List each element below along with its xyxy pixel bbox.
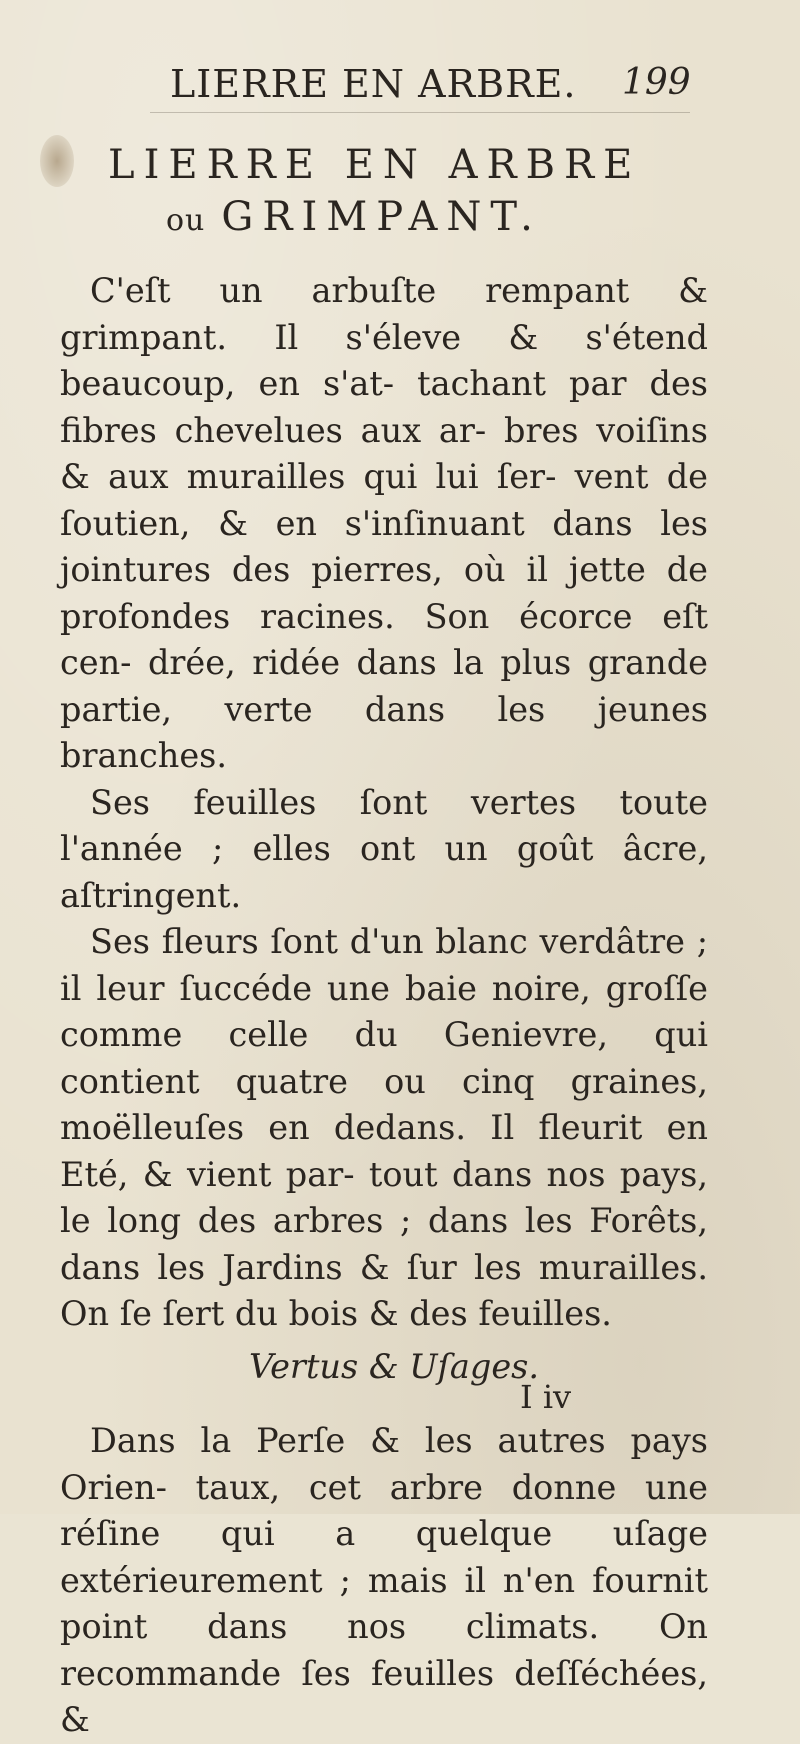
paragraph-flowers: Ses fleurs ſont d'un blanc verdâtre ; il leur ſuccéde une baie noire, groſſe comme celle du Genievre, qui contient quatre ou cinq graines, moëlleuſes en dedans. Il fleurit en Eté, & vient par- tout dans nos pays, le long des arbres ; dans les Forêts, dans les Jardins & ſur les murailles. On ſe ſert du bois & des feuilles.	[60, 922, 708, 1333]
page-number: 199	[622, 62, 691, 103]
paragraph-uses: Dans la Perſe & les autres pays Orien- taux, cet arbre donne une réſine qui a quelque uſage extérieurement ; mais il n'en fournit point dans nos climats. On recommande ſes feuilles deſſéchées, &	[60, 1421, 708, 1739]
paper-stain	[40, 135, 74, 187]
signature-mark: I iv	[520, 1378, 572, 1416]
entry-subtitle-prefix: ou	[166, 203, 206, 238]
entry-subtitle	[166, 194, 542, 240]
entry-subtitle-text: GRIMPANT.	[221, 194, 542, 240]
paragraph-description: C'eſt un arbuſte rempant & grimpant. Il s'éleve & s'étend beaucoup, en s'at- tachant par des fibres chevelues aux ar- bres voiſins & aux murailles qui lui ſer- vent de ſoutien, & en s'inſinuant dans les jointures des pierres, où il jette de profondes racines. Son écorce eſt cen- drée, ridée dans la plus grande partie, verte dans les jeunes branches.	[60, 271, 708, 775]
paragraph-leaves: Ses feuilles ſont vertes toute l'année ; elles ont un goût âcre, aſtringent.	[60, 782, 708, 915]
entry-title: LIERRE EN ARBRE	[108, 142, 642, 188]
section-heading: Vertus & Uſages.	[248, 1346, 540, 1386]
header-rule	[150, 112, 690, 113]
running-title: LIERRE EN ARBRE.	[170, 62, 577, 106]
body-text	[60, 268, 708, 1744]
